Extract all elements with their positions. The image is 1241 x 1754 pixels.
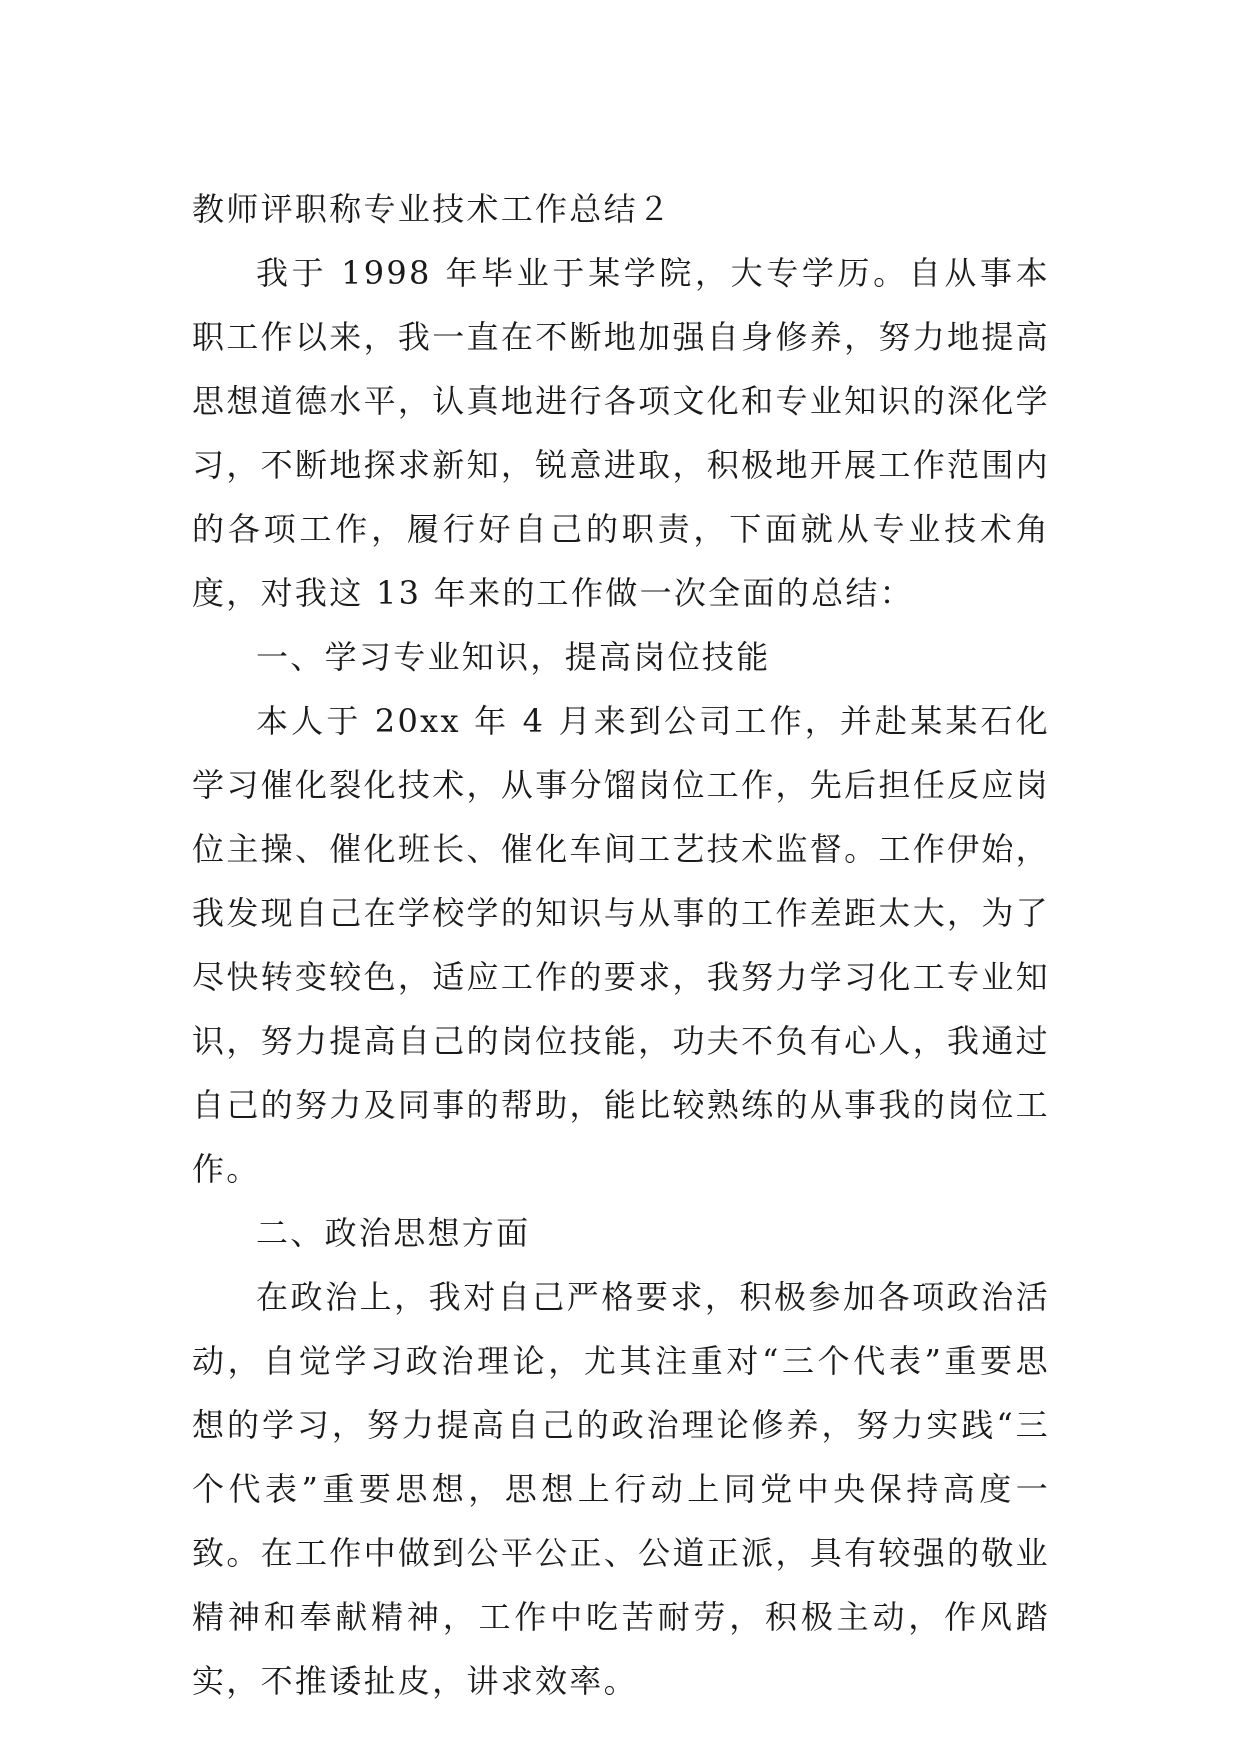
section-heading-2: 二、政治思想方面 bbox=[256, 1214, 531, 1252]
section-heading-1: 一、学习专业知识，提高岗位技能 bbox=[256, 638, 771, 676]
paragraph-section-1: 本人于 20xx 年 4 月来到公司工作，并赴某某石化学习催化裂化技术，从事分馏岗位工作，先后担任反应岗位主操、催化班长、催化车间工艺技术监督。工作伊始，我发现自己在学校学的知识与从事的工作差距太大，为了尽快转变较色，适应工作的要求，我努力学习化工专业知识，努力提高自己的岗位技能，功夫不负有心人，我通过自己的努力及同事的帮助，能比较熟练的从事我的岗位工作。 bbox=[192, 702, 1050, 1188]
paragraph-section-2: 在政治上，我对自己严格要求，积极参加各项政治活动，自觉学习政治理论，尤其注重对“三个代表”重要思想的学习，努力提高自己的政治理论修养，努力实践“三个代表”重要思想，思想上行动上同党中央保持高度一致。在工作中做到公平公正、公道正派，具有较强的敬业精神和奉献精神，工作中吃苦耐劳，积极主动，作风踏实，不推诿扯皮，讲求效率。 bbox=[192, 1278, 1050, 1700]
paragraph-intro: 我于 1998 年毕业于某学院，大专学历。自从事本职工作以来，我一直在不断地加强自身修养，努力地提高思想道德水平，认真地进行各项文化和专业知识的深化学习，不断地探求新知，锐意进取，积极地开展工作范围内的各项工作，履行好自己的职责，下面就从专业技术角度，对我这 13 年来的工作做一次全面的总结： bbox=[192, 254, 1050, 612]
document-title: 教师评职称专业技术工作总结２ bbox=[192, 190, 673, 228]
document-body bbox=[192, 177, 1050, 1713]
